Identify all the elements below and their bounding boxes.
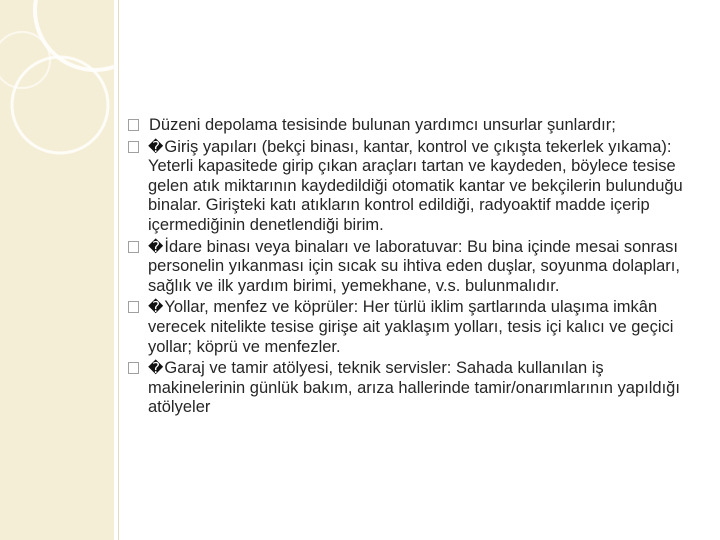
decorative-side-band xyxy=(0,0,114,540)
list-item xyxy=(128,359,700,418)
bullet-box-icon xyxy=(128,301,139,313)
bullet-list xyxy=(128,116,700,418)
bullet-box-icon xyxy=(128,141,139,153)
missing-glyph: � xyxy=(148,299,164,317)
list-item xyxy=(128,298,700,357)
bullet-box-icon xyxy=(128,119,139,131)
item-text: Giriş yapıları (bekçi binası, kantar, kontrol ve çıkışta tekerlek yıkama): Yeterli kapasitede girip çıkan araçları tartan ve kaydeden, böylece tesise gelen atık miktarının kaydedildiği otomatik kantar ve bekçilerin bulunduğu binalar. Girişteki katı atıkların kontrol edildiği, radyoaktif madde içerip içermediğinin denetlendiği birim. xyxy=(148,137,683,234)
bullet-box-icon xyxy=(128,362,139,374)
bullet-box-icon xyxy=(128,241,139,253)
missing-glyph: � xyxy=(148,238,164,256)
list-item xyxy=(128,238,700,297)
divider-line xyxy=(118,0,119,540)
list-item xyxy=(128,138,700,236)
missing-glyph: � xyxy=(148,360,164,378)
item-text: Garaj ve tamir atölyesi, teknik servisler: Sahada kullanılan iş makinelerinin günlük bakım, arıza hallerinde tamir/onarımlarının yapıldığı atölyeler xyxy=(148,359,680,417)
missing-glyph: � xyxy=(148,138,164,156)
item-text: Düzeni depolama tesisinde bulunan yardımcı unsurlar şunlardır; xyxy=(149,116,616,134)
item-text: İdare binası veya binaları ve laboratuvar: Bu bina içinde mesai sonrası personelin yıkanması için sıcak su ihtiva eden duşlar, soyunma dolapları, sağlık ve ilk yardım birimi, yemekhane, v.s. bulunmalıdır. xyxy=(148,237,680,295)
list-item xyxy=(128,116,700,136)
item-text: Yollar, menfez ve köprüler: Her türlü iklim şartlarında ulaşıma imkân verecek nitelikte tesise girişe ait yaklaşım yolları, tesis içi kalıcı ve geçici yollar; köprü ve menfezler. xyxy=(148,298,674,356)
decorative-circles xyxy=(0,0,114,540)
